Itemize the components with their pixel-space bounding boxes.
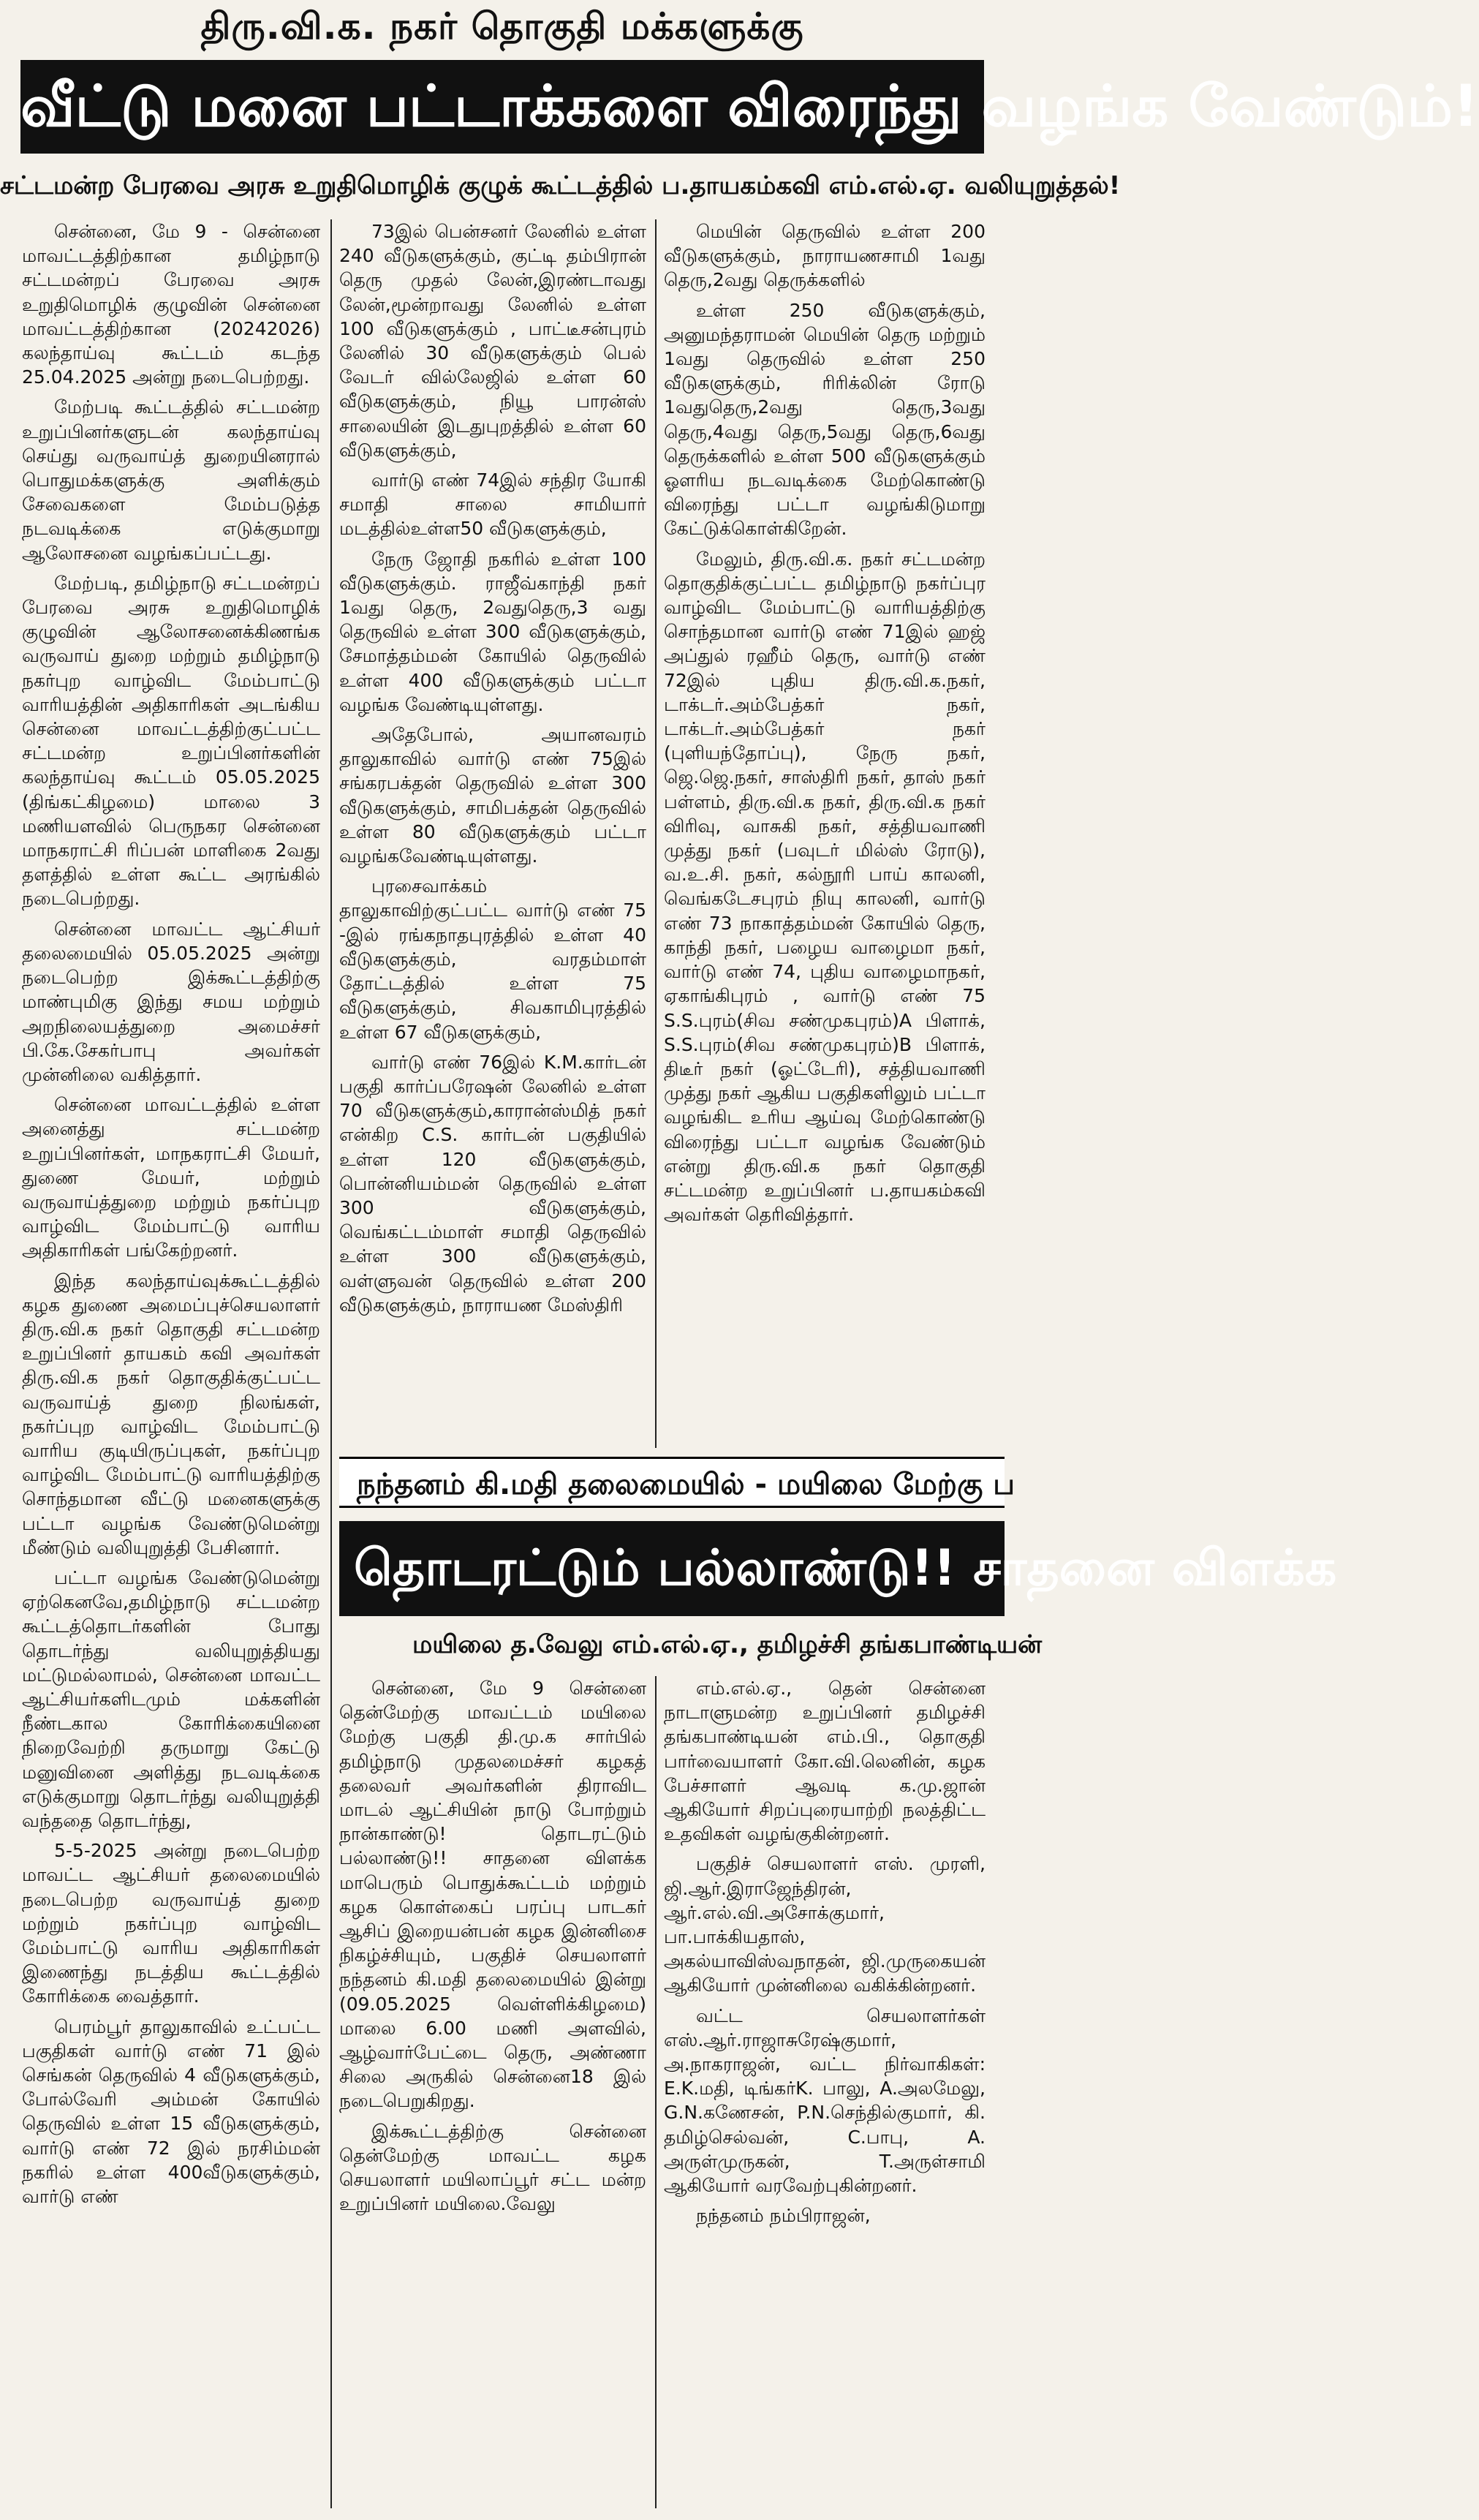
paragraph: புரசைவாக்கம் தாலுகாவிற்குட்பட்ட வார்டு எண் 75 -இல் ரங்கநாதபுரத்தில் உள்ள 40 வீடுகளுக்கும், வரதம்மாள் தோட்டத்தில் உள்ள 75 வீடுகளுக்கும், சிவகாமிபுரத்தில் உள்ள 67 வீடுகளுக்கும்,	[339, 875, 646, 1043]
paragraph: நேரு ஜோதி நகரில் உள்ள 100 வீடுகளுக்கும். ராஜீவ்காந்தி நகர் 1வது தெரு, 2வதுதெரு,3 வது தெருவில் உள்ள 300 வீடுகளுக்கும், சேமாத்தம்மன் கோயில் தெருவில் உள்ள 400 வீடுகளுக்கும் பட்டா வழங்க வேண்டியுள்ளது.	[339, 548, 646, 715]
paragraph: மேலும், திரு.வி.க. நகர் சட்டமன்ற தொகுதிக்குட்பட்ட தமிழ்நாடு நகர்ப்புர வாழ்விட மேம்பாட்டு வாரியத்திற்கு சொந்தமான வார்டு எண் 71இல் ஹஜ் அப்துல் ரஹீம் தெரு, வார்டு எண் 72இல் புதிய திரு.வி.க.நகர், டாக்டர்.அம்பேத்கர் நகர், டாக்டர்.அம்பேத்கர் நகர் (புளியந்தோப்பு), நேரு நகர், ஜெ.ஜெ.நகர், சாஸ்திரி நகர், தாஸ் நகர் பள்ளம், திரு.வி.க நகர், திரு.வி.க நகர் விரிவு, வாசுகி நகர், சத்தியவாணி முத்து நகர் (பவுடர் மில்ஸ் ரோடு), வ.உ.சி. நகர், கல்நூரி பாய் காலனி, வெங்கடேசபுரம் நியு காலனி, வார்டு எண் 73 நாகாத்தம்மன் கோயில் தெரு, காந்தி நகர், பழைய வாழைமா நகர், வார்டு எண் 74, புதிய வாழைமாநகர், ஏகாங்கிபுரம் , வார்டு எண் 75 S.S.புரம்(சிவ சண்முகபுரம்)A பிளாக், S.S.புரம்(சிவ சண்முகபுரம்)B பிளாக், திடீர் நகர் (ஓட்டேரி), சத்தியவாணி முத்து நகர் ஆகிய பகுதிகளிலும் பட்டா வழங்கிட உரிய ஆய்வு மேற்கொண்டு விரைந்து பட்டா வழங்க வேண்டும் என்று திரு.வி.க நகர் தொகுதி சட்டமன்ற உறுப்பினர் ப.தாயகம்கவி அவர்கள் தெரிவித்தார்.	[664, 548, 986, 1226]
paragraph: பகுதிச் செயலாளர் எஸ். முரளி, ஜி.ஆர்.இராஜேந்திரன், ஆர்.எல்.வி.அசோக்குமார், பா.பாக்கியதாஸ், அகல்யாவிஸ்வநாதன், ஜி.முருகையன் ஆகியோர் முன்னிலை வகிக்கின்றனர்.	[664, 1853, 986, 1996]
paragraph: பெரம்பூர் தாலுகாவில் உட்பட்ட பகுதிகள் வார்டு எண் 71 இல் செங்கன் தெருவில் 4 வீடுகளுக்கும், போல்வேரி அம்மன் கோயில் தெருவில் உள்ள 15 வீடுகளுக்கும், வார்டு எண் 72 இல் நரசிம்மன் நகரில் உள்ள 400வீடுகளுக்கும், வார்டு எண்	[22, 2015, 320, 2208]
paragraph: மெயின் தெருவில் உள்ள 200 வீடுகளுக்கும், நாராயணசாமி 1வது தெரு,2வது தெருக்களில்	[664, 221, 986, 291]
column-rule	[655, 1676, 657, 2508]
paragraph: மேற்படி, தமிழ்நாடு சட்டமன்றப் பேரவை அரசு உறுதிமொழிக் குழுவின் ஆலோசனைக்கிணங்க வருவாய் துறை மற்றும் தமிழ்நாடு நகர்புற வாழ்விட மேம்பாட்டு வாரியத்தின் அதிகாரிகள் அடங்கிய சென்னை மாவட்டத்திற்குட்பட்ட சட்டமன்ற உறுப்பினர்களின் கலந்தாய்வு கூட்டம் 05.05.2025 (திங்கட்கிழமை) மாலை 3 மணியளவில் பெருநகர சென்னை மாநகராட்சி ரிப்பன் மாளிகை 2வது தளத்தில் உள்ள கூட்ட அரங்கில் நடைபெற்றது.	[22, 572, 320, 910]
article2-column-1	[339, 1676, 646, 2508]
paragraph: இந்த கலந்தாய்வுக்கூட்டத்தில் கழக துணை அமைப்புச்செயலாளர் திரு.வி.க நகர் தொகுதி சட்டமன்ற உறுப்பினர் தாயகம் கவி அவர்கள் திரு.வி.க நகர் தொகுதிக்குட்பட்ட வருவாய்த் துறை நிலங்கள், நகர்ப்புற வாழ்விட மேம்பாட்டு வாரிய குடியிருப்புகள், நகர்ப்புற வாழ்விட மேம்பாட்டு வாரியத்திற்கு சொந்தமான வீட்டு மனைகளுக்கு பட்டா வழங்க வேண்டுமென்று மீண்டும் வலியுறுத்தி பேசினார்.	[22, 1270, 320, 1558]
article1-column-2	[339, 219, 646, 1448]
article1-column-3	[664, 219, 986, 1448]
paragraph: மேற்படி கூட்டத்தில் சட்டமன்ற உறுப்பினர்களுடன் கலந்தாய்வு செய்து வருவாய்த் துறையினரால் பொதுமக்களுக்கு அளிக்கும் சேவைகளை மேம்படுத்த நடவடிக்கை எடுக்குமாறு ஆலோசனை வழங்கப்பட்டது.	[22, 396, 320, 564]
paragraph: அதேபோல், அயானவரம் தாலுகாவில் வார்டு எண் 75இல் சங்கரபக்தன் தெருவில் உள்ள 300 வீடுகளுக்கும், சாமிபக்தன் தெருவில் உள்ள 80 வீடுகளுக்கும் பட்டா வழங்கவேண்டியுள்ளது.	[339, 724, 646, 867]
paragraph: 73இல் பென்சனர் லேனில் உள்ள 240 வீடுகளுக்கும், குட்டி தம்பிரான் தெரு முதல் லேன்,இரண்டாவது லேன்,மூன்றாவது லேனில் உள்ள 100 வீடுகளுக்கும் , பாட்டீசன்புரம் லேனில் 30 வீடுகளுக்கும் பெல் வேடர் வில்லேஜில் உள்ள 60 வீடுகளுக்கும், நியூ பாரன்ஸ் சாலையின் இடதுபுறத்தில் உள்ள 60 வீடுகளுக்கும்,	[339, 221, 646, 461]
paragraph: எம்.எல்.ஏ., தென் சென்னை நாடாளுமன்ற உறுப்பினர் தமிழச்சி தங்கபாண்டியன் எம்.பி., தொகுதி பார்வையாளர் கோ.வி.லெனின், கழக பேச்சாளர் ஆவடி க.மு.ஜான் ஆகியோர் சிறப்புரையாற்றி நலத்திட்ட உதவிகள் வழங்குகின்றனர்.	[664, 1678, 986, 1845]
paragraph: 5-5-2025 அன்று நடைபெற்ற மாவட்ட ஆட்சியர் தலைமையில் நடைபெற்ற வருவாய்த் துறை மற்றும் நகர்ப்புற வாழ்விட மேம்பாட்டு வாரிய அதிகாரிகள் இணைந்து நடத்திய கூட்டத்தில் கோரிக்கை வைத்தார்.	[22, 1840, 320, 2007]
article2-subheadline: மயிலை த.வேலு எம்.எல்.ஏ., தமிழச்சி தங்கபாண்டியன்	[412, 1630, 1043, 1659]
column-rule	[655, 219, 657, 1448]
paragraph: பட்டா வழங்க வேண்டுமென்று ஏற்கெனவே,தமிழ்நாடு சட்டமன்ற கூட்டத்தொடர்களின் போது தொடர்ந்து வலியுறுத்தியது மட்டுமல்லாமல், சென்னை மாவட்ட ஆட்சியர்களிடமும் மக்களின் நீண்டகால கோரிக்கையினை நிறைவேற்றி தருமாறு கேட்டு மனுவினை அளித்து நடவடிக்கை எடுக்குமாறு தொடர்ந்து வலியுறுத்தி வந்ததை தொடர்ந்து,	[22, 1566, 320, 1831]
paragraph: சென்னை, மே 9 - சென்னை மாவட்டத்திற்கான தமிழ்நாடு சட்டமன்றப் பேரவை அரசு உறுதிமொழிக் குழுவின் சென்னை மாவட்டத்திற்கான (20242026) கலந்தாய்வு கூட்டம் கடந்த 25.04.2025 அன்று நடைபெற்றது.	[22, 221, 320, 388]
article2-column-2	[664, 1676, 986, 2508]
paragraph: நந்தனம் நம்பிராஜன்,	[696, 2205, 871, 2227]
headline: வீட்டு மனை பட்டாக்களை விரைந்து வழங்க வேண்டும்!	[20, 60, 984, 154]
article2-kicker: நந்தனம் கி.மதி தலைமையில் - மயிலை மேற்கு ப	[339, 1457, 1005, 1508]
article1-column-1	[22, 219, 320, 2508]
paragraph: சென்னை மாவட்டத்தில் உள்ள அனைத்து சட்டமன்ற உறுப்பினர்கள், மாநகராட்சி மேயர், துணை மேயர், மற்றும் வருவாய்த்துறை மற்றும் நகர்ப்புற வாழ்விட மேம்பாட்டு வாரிய அதிகாரிகள் பங்கேற்றனர்.	[22, 1094, 320, 1261]
paragraph: சென்னை, மே 9 சென்னை தென்மேற்கு மாவட்டம் மயிலை மேற்கு பகுதி தி.மு.க சார்பில் தமிழ்நாடு முதலமைச்சர் கழகத் தலைவர் அவர்களின் திராவிட மாடல் ஆட்சியின் நாடு போற்றும் நான்காண்டு! தொடரட்டும் பல்லாண்டு!! சாதனை விளக்க மாபெரும் பொதுக்கூட்டம் மற்றும் கழக கொள்கைப் பரப்பு பாடகர் ஆசிப் இறையன்பன் கழக இன்னிசை நிகழ்ச்சியும், பகுதிச் செயலாளர் நந்தனம் கி.மதி தலைமையில் இன்று (09.05.2025 வெள்ளிக்கிழமை) மாலை 6.00 மணி அளவில், ஆழ்வார்பேட்டை தெரு, அண்ணா சிலை அருகில் சென்னை18 இல் நடைபெறுகிறது.	[339, 1678, 646, 2112]
paragraph: வார்டு எண் 74இல் சந்திர யோகி சமாதி சாலை சாமியார் மடத்தில்உள்ள50 வீடுகளுக்கும்,	[339, 469, 646, 540]
subheadline: சட்டமன்ற பேரவை அரசு உறுதிமொழிக் குழுக் கூட்டத்தில் ப.தாயகம்கவி எம்.எல்.ஏ. வலியுறுத்தல்!	[0, 171, 1121, 200]
paragraph: வார்டு எண் 76இல் K.M.கார்டன் பகுதி கார்ப்பரேஷன் லேனில் உள்ள 70 வீடுகளுக்கும்,காரான்ஸ்மித் நகர் என்கிற C.S. கார்டன் பகுதியில் உள்ள 120 வீடுகளுக்கும், பொன்னியம்மன் தெருவில் உள்ள 300 வீடுகளுக்கும், வெங்கட்டம்மாள் சமாதி தெருவில் உள்ள 300 வீடுகளுக்கும், வள்ளுவன் தெருவில் உள்ள 200 வீடுகளுக்கும், நாராயண மேஸ்திரி	[339, 1051, 646, 1316]
headline-kicker: திரு.வி.க. நகர் தொகுதி மக்களுக்கு	[200, 5, 804, 48]
paragraph: சென்னை மாவட்ட ஆட்சியர் தலைமையில் 05.05.2025 அன்று நடைபெற்ற இக்கூட்டத்திற்கு மாண்புமிகு இந்து சமய மற்றும் அறநிலையத்துறை அமைச்சர் பி.கே.சேகர்பாபு அவர்கள் முன்னிலை வகித்தார்.	[22, 918, 320, 1085]
paragraph: உள்ள 250 வீடுகளுக்கும், அனுமந்தராமன் மெயின் தெரு மற்றும் 1வது தெருவில் உள்ள 250 வீடுகளுக்கும், ரிரிக்லின் ரோடு 1வதுதெரு,2வது தெரு,3வது தெரு,4வது தெரு,5வது தெரு,6வது தெருக்களில் உள்ள 500 வீடுகளுக்கும் ஓளரிய நடவடிக்கை மேற்கொண்டு விரைந்து பட்டா வழங்கிடுமாறு கேட்டுக்கொள்கிறேன்.	[664, 299, 986, 540]
paragraph: வட்ட செயலாளர்கள் எஸ்.ஆர்.ராஜாசுரேஷ்குமார், அ.நாகராஜன், வட்ட நிர்வாகிகள்: E.K.மதி, டிங்கர்K. பாலு, A.அலமேலு, G.N.கணேசன், P.N.செந்தில்குமார், கி. தமிழ்செல்வன், C.பாபு, A. அருள்முருகன், T.அருள்சாமி ஆகியோர் வரவேற்புகின்றனர்.	[664, 2004, 986, 2197]
column-rule	[330, 219, 332, 2508]
article2-headline: தொடரட்டும் பல்லாண்டு!! சாதனை விளக்க	[339, 1521, 1005, 1616]
paragraph: இக்கூட்டத்திற்கு சென்னை தென்மேற்கு மாவட்ட கழக செயலாளர் மயிலாப்பூர் சட்ட மன்ற உறுப்பினர் மயிலை.வேலு	[339, 2120, 646, 2215]
